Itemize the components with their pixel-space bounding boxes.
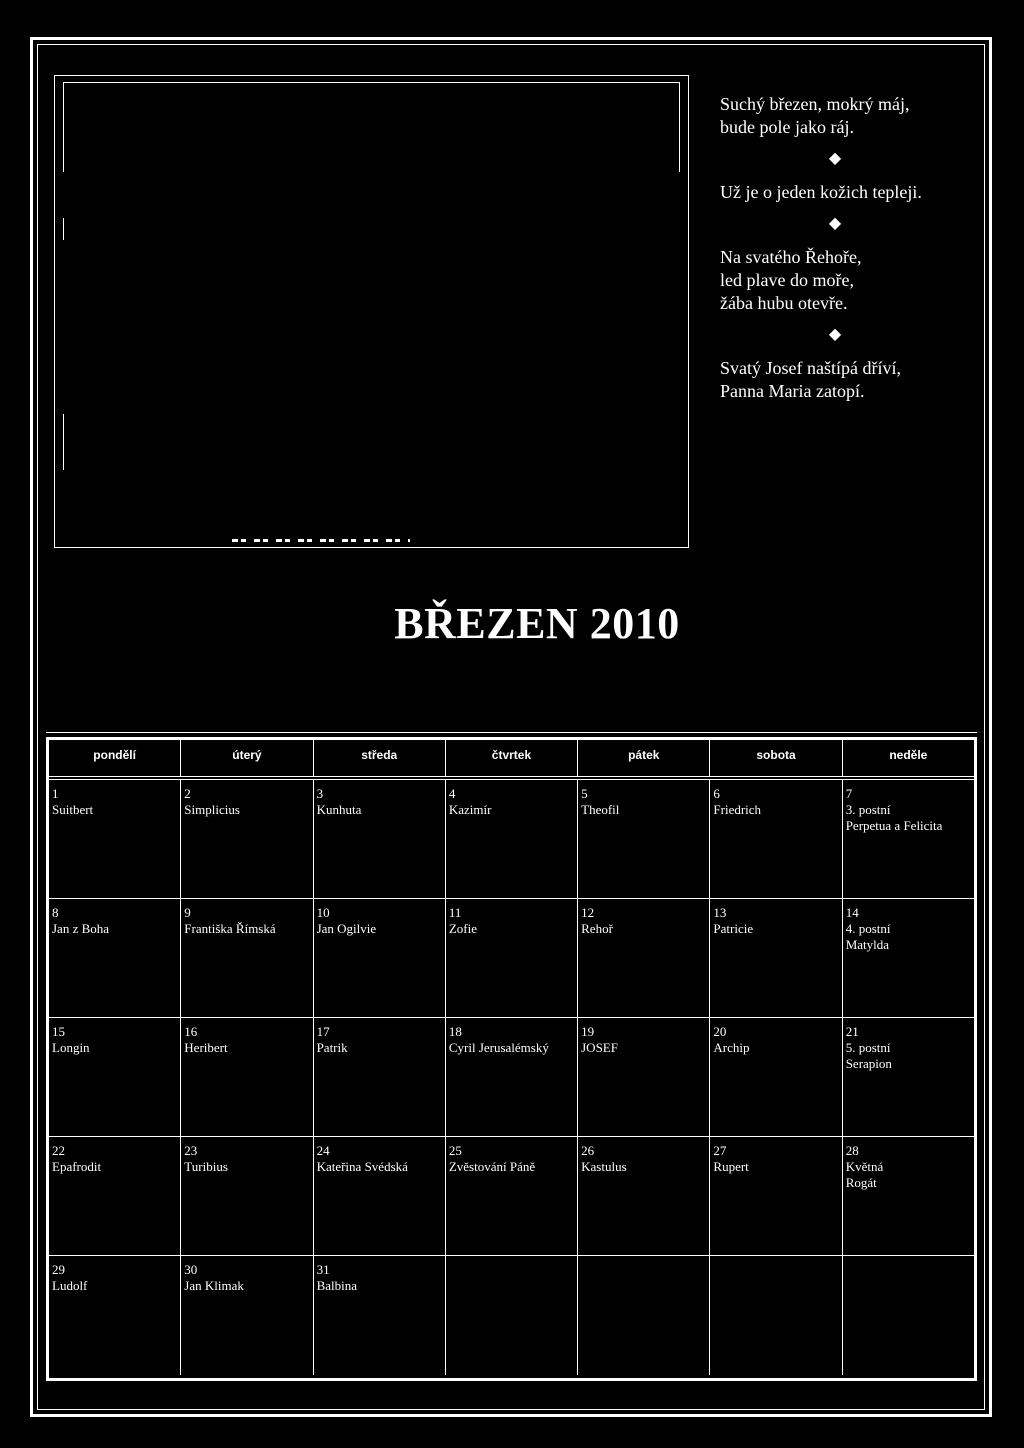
weekday-header: středa — [314, 740, 446, 776]
day-number: 28 — [845, 1143, 859, 1158]
day-cell — [314, 1256, 446, 1375]
calendar-grid — [46, 732, 977, 1381]
week-row — [49, 1137, 974, 1256]
day-cell — [843, 1018, 974, 1136]
day-cell — [314, 1137, 446, 1255]
day-cell — [578, 1256, 710, 1375]
week-row — [49, 899, 974, 1018]
day-cell — [710, 1018, 842, 1136]
weekday-header: pátek — [578, 740, 710, 776]
day-number: 21 — [845, 1024, 859, 1039]
day-cell — [446, 780, 578, 898]
day-number: 4 — [448, 786, 456, 801]
day-number: 30 — [184, 1262, 198, 1277]
photo-bottom-strip — [232, 539, 410, 542]
proverb — [720, 246, 970, 315]
day-name: Květná — [845, 1159, 884, 1174]
day-number: 20 — [713, 1024, 727, 1039]
weekday-header: čtvrtek — [446, 740, 578, 776]
day-name: Archip — [713, 1040, 750, 1055]
day-number: 24 — [316, 1143, 330, 1158]
day-number: 3 — [316, 786, 324, 801]
day-name: Heribert — [184, 1040, 228, 1055]
day-cell — [446, 899, 578, 1017]
diamond-separator-icon: ◆ — [828, 215, 842, 232]
calendar-weeks — [49, 780, 974, 1375]
day-cell — [710, 1137, 842, 1255]
weekday-header: neděle — [889, 748, 928, 762]
day-cell — [314, 780, 446, 898]
day-number: 19 — [581, 1024, 595, 1039]
calendar-top-line — [46, 732, 977, 733]
proverb — [720, 93, 970, 139]
day-cell — [843, 780, 974, 898]
day-cell — [446, 1137, 578, 1255]
day-name: Jan z Boha — [52, 921, 110, 936]
day-name: Patrik — [316, 1040, 348, 1055]
day-cell — [49, 780, 181, 898]
day-number: 16 — [184, 1024, 198, 1039]
day-number: 26 — [581, 1143, 595, 1158]
day-number: 8 — [52, 905, 59, 920]
day-name: Františka Římská — [184, 921, 276, 936]
proverb — [720, 357, 970, 403]
photo-inner-frame — [63, 82, 680, 172]
day-cell — [49, 899, 181, 1017]
day-name: Matylda — [845, 937, 890, 952]
day-number: 2 — [184, 786, 191, 801]
day-cell — [181, 780, 313, 898]
weekday-header-row — [49, 740, 974, 776]
day-name: Simplicius — [184, 802, 240, 817]
day-number: 23 — [184, 1143, 198, 1158]
day-number: 13 — [713, 905, 727, 920]
day-name: Rehoř — [581, 921, 613, 936]
day-cell — [181, 1137, 313, 1255]
day-number: 7 — [845, 786, 853, 801]
day-name: 3. postní — [845, 802, 891, 817]
day-number: 11 — [448, 905, 462, 920]
day-cell — [843, 1137, 974, 1255]
day-name: Zvěstování Páně — [448, 1159, 536, 1174]
day-number: 29 — [52, 1262, 65, 1277]
day-number: 17 — [316, 1024, 330, 1039]
day-name: Serapion — [845, 1056, 892, 1071]
day-name: Rupert — [713, 1159, 749, 1174]
week-row — [49, 1018, 974, 1137]
proverb-line: led plave do moře, — [720, 270, 854, 290]
day-number: 9 — [184, 905, 191, 920]
weekday-header: úterý — [181, 740, 313, 776]
day-number: 27 — [713, 1143, 727, 1158]
day-number: 18 — [448, 1024, 462, 1039]
day-name: Jan Ogilvie — [316, 921, 377, 936]
day-number: 6 — [713, 786, 720, 801]
day-name: Epafrodit — [52, 1159, 102, 1174]
day-number: 22 — [52, 1143, 65, 1158]
day-name: Ludolf — [52, 1278, 88, 1293]
day-name: Turibius — [184, 1159, 228, 1174]
day-name: Rogát — [845, 1175, 877, 1190]
photo-edge-mark — [63, 218, 64, 240]
day-number: 25 — [448, 1143, 462, 1158]
day-cell — [181, 899, 313, 1017]
day-name: Cyril Jerusalémský — [448, 1040, 549, 1055]
day-cell — [446, 1018, 578, 1136]
proverb-line: bude pole jako ráj. — [720, 117, 854, 137]
proverb-line: Už je o jeden kožich tepleji. — [720, 182, 922, 202]
week-row — [49, 1256, 974, 1375]
day-number: 1 — [52, 786, 59, 801]
day-number: 14 — [845, 905, 859, 920]
day-number: 5 — [581, 786, 588, 801]
day-name: Longin — [52, 1040, 90, 1055]
day-cell — [49, 1256, 181, 1375]
day-number: 12 — [581, 905, 595, 920]
day-name: JOSEF — [581, 1040, 618, 1055]
diamond-separator-icon: ◆ — [828, 150, 842, 167]
day-name: Zofie — [448, 921, 477, 936]
proverb-line: žába hubu otevře. — [720, 293, 848, 313]
proverb-line: Suchý březen, mokrý máj, — [720, 94, 910, 114]
day-name: Friedrich — [713, 802, 762, 817]
day-cell — [446, 1256, 578, 1375]
day-cell — [710, 1256, 842, 1375]
week-row — [49, 780, 974, 899]
proverb-line: Na svatého Řehoře, — [720, 247, 862, 267]
day-number: 31 — [316, 1262, 330, 1277]
day-cell — [314, 899, 446, 1017]
day-cell — [843, 1256, 974, 1375]
day-name: Kazimír — [448, 802, 492, 817]
day-name: Kunhuta — [316, 802, 362, 817]
day-name: Perpetua a Felicita — [845, 818, 943, 833]
day-name: 5. postní — [845, 1040, 891, 1055]
day-name: Kastulus — [581, 1159, 627, 1174]
day-cell — [578, 780, 710, 898]
diamond-separator-icon: ◆ — [828, 326, 842, 343]
day-cell — [578, 1137, 710, 1255]
month-title: BŘEZEN 2010 — [394, 599, 680, 648]
day-name: Theofil — [581, 802, 620, 817]
day-name: Kateřina Svédská — [316, 1159, 408, 1174]
proverb — [720, 181, 970, 204]
day-cell — [578, 899, 710, 1017]
day-name: Suitbert — [52, 802, 94, 817]
day-number: 15 — [52, 1024, 65, 1039]
day-name: Balbina — [316, 1278, 357, 1293]
day-cell — [314, 1018, 446, 1136]
proverb-line: Svatý Josef naštípá dříví, — [720, 358, 901, 378]
day-number: 10 — [316, 905, 330, 920]
day-name: Patricie — [713, 921, 754, 936]
photo-edge-mark — [63, 414, 64, 470]
day-cell — [49, 1018, 181, 1136]
proverbs-column — [720, 93, 970, 403]
day-cell — [710, 780, 842, 898]
day-cell — [710, 899, 842, 1017]
weekday-header: pondělí — [49, 740, 181, 776]
day-cell — [843, 899, 974, 1017]
day-name: 4. postní — [845, 921, 891, 936]
day-cell — [181, 1018, 313, 1136]
day-cell — [181, 1256, 313, 1375]
weekday-header: sobota — [710, 740, 842, 776]
day-cell — [578, 1018, 710, 1136]
proverb-line: Panna Maria zatopí. — [720, 381, 865, 401]
day-name: Jan Klimak — [184, 1278, 244, 1293]
day-cell — [49, 1137, 181, 1255]
